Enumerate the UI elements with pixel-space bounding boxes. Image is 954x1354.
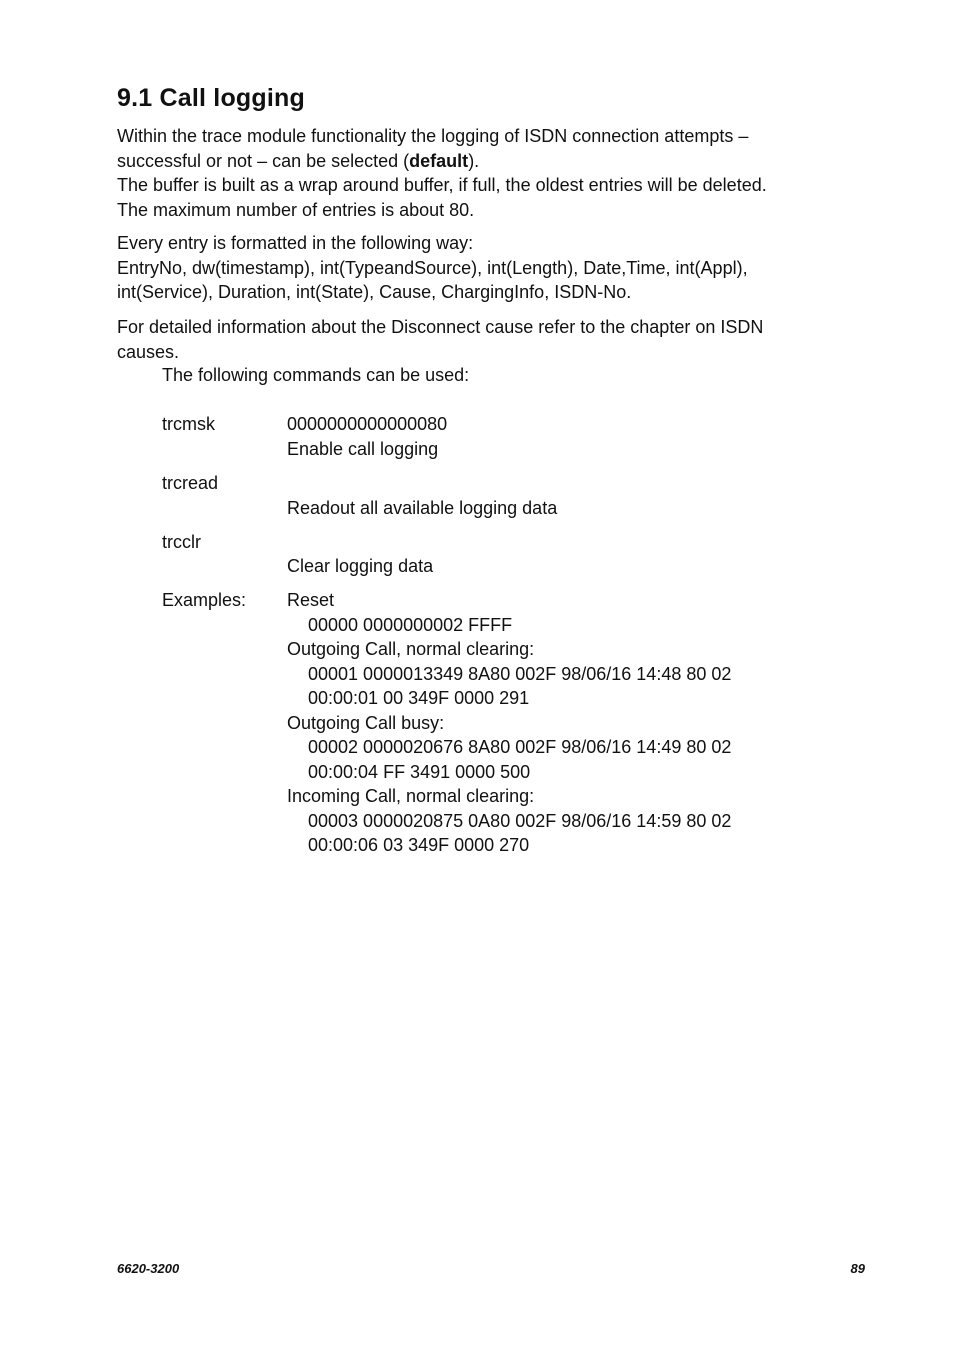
- example-outgoing-normal-title: Outgoing Call, normal clearing:: [287, 639, 535, 659]
- commands-intro: The following commands can be used:: [162, 365, 470, 385]
- example-outgoing-busy-title: Outgoing Call busy:: [287, 712, 445, 733]
- intro-line-3: The buffer is built as a wrap around buffer, if full, the oldest entries will be deleted.: [117, 175, 767, 195]
- format-line-1: Every entry is formatted in the following way:: [117, 233, 474, 253]
- section-title: 9.1 Call logging: [117, 84, 305, 112]
- example-outgoing-normal-line-2: 00:00:01 00 349F 0000 291: [308, 688, 530, 708]
- intro-line-2: [117, 149, 817, 174]
- example-outgoing-normal-line-1: 00001 0000013349 8A80 002F 98/06/16 14:48 80 02: [308, 663, 732, 684]
- example-incoming-normal-title: Incoming Call, normal clearing:: [287, 786, 535, 806]
- example-reset-title: Reset: [287, 590, 335, 610]
- cause-note-paragraph: [117, 315, 817, 364]
- intro-line-2-post: ).: [468, 150, 480, 171]
- example-incoming-normal-line-1: 00003 0000020875 0A80 002F 98/06/16 14:59 80 02: [308, 810, 732, 831]
- example-incoming-normal-line-2: 00:00:06 03 349F 0000 270: [308, 835, 530, 855]
- command-trcmsk-desc: Enable call logging: [287, 438, 439, 459]
- format-paragraph: [117, 231, 817, 305]
- footer-page-number: 89: [850, 1261, 865, 1276]
- format-line-3: int(Service), Duration, int(State), Cause, ChargingInfo, ISDN-No.: [117, 282, 632, 302]
- command-trcmsk-detail: [287, 412, 447, 461]
- intro-paragraph: [117, 124, 817, 222]
- command-trcmsk-name: trcmsk: [162, 414, 215, 434]
- footer-doc-number: 6620-3200: [117, 1261, 180, 1276]
- command-trcread-name: trcread: [162, 473, 219, 493]
- example-reset-line-1: 00000 0000000002 FFFF: [308, 614, 513, 635]
- format-line-2: EntryNo, dw(timestamp), int(TypeandSource), int(Length), Date,Time, int(Appl),: [117, 257, 748, 278]
- command-trcread-desc: Readout all available logging data: [287, 498, 558, 518]
- intro-line-1: Within the trace module functionality the logging of ISDN connection attempts –: [117, 126, 749, 146]
- cause-note-line-2: causes.: [117, 341, 180, 362]
- command-trcmsk-value: 0000000000000080: [287, 414, 448, 434]
- examples-list: [287, 588, 731, 858]
- examples-label: Examples:: [162, 590, 247, 610]
- example-outgoing-busy-line-2: 00:00:04 FF 3491 0000 500: [308, 761, 531, 782]
- command-trcclr-desc: Clear logging data: [287, 556, 434, 576]
- intro-line-4: The maximum number of entries is about 80.: [117, 199, 475, 220]
- cause-note-line-1: For detailed information about the Disconnect cause refer to the chapter on ISDN: [117, 317, 764, 337]
- default-keyword: default: [409, 150, 469, 171]
- example-outgoing-busy-line-1: 00002 0000020676 8A80 002F 98/06/16 14:49 80 02: [308, 737, 732, 757]
- command-trcclr-name: trcclr: [162, 532, 201, 552]
- intro-line-2-pre: successful or not – can be selected (: [117, 150, 410, 171]
